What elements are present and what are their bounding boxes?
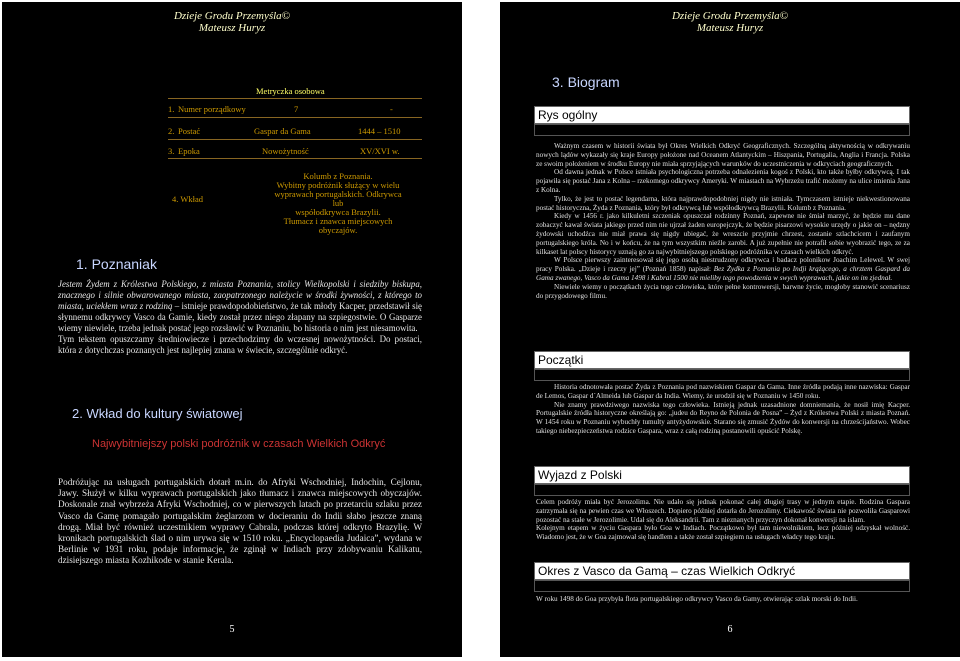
paragraph-text: W Polsce pierwszy zainteresował się jego osobą niestrudzony odkrywca i badacz polonikow Joachim Lelewel. W swej pracy Polska. „Dzieje i rzeczy jej” (Poznań 1858) napisał: — [536, 256, 910, 274]
section-box-departure: Wyjazd z Polski — [534, 466, 910, 484]
row-value: Gaspar da Gama — [254, 126, 311, 136]
paragraph: Nie znamy prawdziwego nazwiska tego człowieka. Istnieją jednak uzasadnione domniemania, że nosił imię Kacper. Portugalskie źródła historyczne określają go: „judeu do Reyno de Polonia de Posna” – Żyd z Królestwa Polski z miasta Poznań. W 1454 roku w Poznaniu wybuchły tumulty antyżydowskie. Starano się zmusić Żydów do konwersji na chrześcijaństwo. Wobec takiego niebezpieczeństwa rodzice Gaspara, wraz z całą rodziną postanowili opuścić Polskę. — [536, 400, 910, 435]
row-extra: XV/XVI w. — [360, 146, 400, 156]
paragraph: Kolejnym etapem w życiu Gaspara było Goa w Indiach. Początkowo był tam niewolnikiem, lecz później odzyskał wolność. Wiadomo jest, że w Goa zajmował się handlem a także został szpiegiem na usługach władcy tego kraju. — [536, 524, 910, 542]
intro-text-2: Tym tekstem opuszczamy średniowiecze i przechodzimy do wczesnej nowożytności. Do postaci, która z dotychczas poznanych jest najlepiej znana w świecie, szczególnie odkryć. — [58, 334, 422, 355]
header-title: Dzieje Grodu Przemyśla© — [671, 10, 789, 22]
lelewel-quote: Bez Żydka z Poznania po Indji krążącego, a chrztem Gaspard da Gama zwanego, Vasco da Gama 1498 i Kabral 1500 nie mieliby tego powodzenia w swych wyprawach, jakie on im zjednał. — [536, 265, 911, 282]
section-2-title: 2. Wkład do kultury światowej — [72, 406, 243, 421]
row-number: 1. — [168, 104, 175, 114]
page-header — [500, 10, 960, 34]
section-2-text: Podróżując na usługach portugalskich dotarł m.in. do Afryki Wschodniej, Indochin, Cejlonu, Jawy. Służył w kilku wyprawach portugalskich jako tłumacz i znawca miejscowych obyczajów. Doskonale znał wybrzeża Afryki Wschodniej, co w pierwszych latach po przetarciu szlaku przez Vasco da Gamę pomagało portugalskim żeglarzom w docieraniu do Indii słabo jeszcze znaną drogą. Miał być również uczestnikiem wyprawy Cabrala, podczas której odkryto Brazylię. W kronikach portugalskich ślad o nim urywa się w 1510 roku. „Encyclopaedia Judaica”, wydana w Berlinie w 1931 roku, podaje informacje, że zginął w Indiach przy zdobywaniu Kalikatu, dzisiejszego miasta Kozhikode w stanie Kerala. — [58, 477, 422, 566]
paragraph: Od dawna jednak w Polsce istniała psychologiczna potrzeba odnalezienia kogoś z Polski, kto także byłby odkrywcą. I tak pojawiła się postać Jana z Kolna – rzekomego odkrywcy Ameryki. W miastach na Wybrzeżu trafić możemy na ulice imienia Jana z Kolna. — [536, 168, 910, 194]
row-label: Postać — [178, 126, 201, 136]
page-header — [2, 10, 462, 34]
contribution-line: Wybitny podróżnik służący w wielu — [276, 180, 400, 190]
table-title: Metryczka osobowa — [256, 86, 325, 96]
row-extra: 1444 – 1510 — [358, 126, 401, 136]
section-box-empty — [534, 124, 910, 136]
overview-text — [536, 142, 910, 300]
row-label: Epoka — [178, 146, 200, 156]
header-author: Mateusz Huryz — [696, 22, 764, 34]
section-box-vasco: Okres z Vasco da Gamą – czas Wielkich Odkryć — [534, 562, 910, 580]
section-box-overview: Rys ogólny — [534, 106, 910, 124]
contribution-line: wyprawach portugalskich. Odkrywca lub — [274, 189, 402, 208]
divider — [168, 98, 422, 99]
section-2-subtitle: Najwybitniejszy polski podróżnik w czasach Wielkich Odkryć — [92, 438, 386, 450]
table-row-4-label — [172, 194, 203, 204]
row-number: 3. — [168, 146, 175, 156]
contribution-line: współodkrywca Brazylii. — [295, 207, 381, 217]
header-author: Mateusz Huryz — [198, 22, 266, 34]
paragraph: Celem podróży miała być Jerozolima. Nie udało się jednak pokonać całej długiej trasy w jednym etapie. Rodzina Gaspara zatrzymała się na pewien czas we Włoszech. Dopiero później dotarła do Jerozolimy. Ciekawość świata nie pozwoliła Gasparowi pozostać na stałe w Jerozolimie. Udał się do Aleksandrii. Tam z nieznanych przyczyn dokonał konwersji na islam. — [536, 498, 910, 524]
divider — [168, 139, 422, 140]
intro-quote: Jestem Żydem z Królestwa Polskiego, z miasta Poznania, stolicy Wielkopolski i siedziby biskupa, znacznego i silnie obwarowanego miasta, zaopatrzonego należycie w środki żywności, z którego to miasta, uciekłem wraz z rodziną — [58, 279, 422, 311]
paragraph: W roku 1498 do Goa przybyła flota portugalskiego odkrywcy Vasco da Gamy, otwierając szlak morski do Indii. — [536, 595, 858, 603]
divider — [168, 158, 422, 159]
right-page — [500, 2, 960, 657]
chapter-title: 3. Biogram — [552, 74, 620, 90]
beginnings-text — [536, 383, 910, 436]
paragraph: Tylko, że jest to postać legendarna, która najprawdopodobniej nigdy nie istniała. Tymczasem istnieje niekwestionowana postać historyczna, Żyda z Poznania, który był odkrywcą lub współodkrywcą Brazylii. Kolumb z Poznania. — [536, 194, 910, 212]
row-label: Wkład — [180, 194, 204, 204]
row-extra: - — [390, 104, 393, 114]
section-box-empty — [534, 580, 910, 592]
row-value: Nowożytność — [262, 146, 309, 156]
page-number: 5 — [229, 624, 235, 635]
row-number: 2. — [168, 126, 175, 136]
paragraph: Niewiele wiemy o początkach życia tego człowieka, które pełne kontrowersji, barwne życie, mogłoby stanowić scenariusz do przygodowego filmu. — [536, 282, 910, 300]
left-page — [2, 2, 462, 657]
paragraph: Historia odnotowała postać Żyda z Poznania pod nazwiskiem Gaspar da Gama. Inne źródła podają inne nazwiska: Gaspar de Lemos, Gaspar d´Almeida lub Gaspar da India. Wiemy, że urodził się w Poznaniu w 1450 roku. — [536, 383, 910, 400]
paragraph: Kiedy w 1456 r. jako kilkuletni szczeniak opuszczał rodzinny Poznań, zapewne nie śmiał marzyć, że będzie mu dane zobaczyć kawał świata jakiego przed nim nie ujrzał żaden europejczyk, że będzie pisarzowi wysokie urzędy o jakie on – nędzny żydowski uchodźca nie miał prawa się nigdy ubiegać, że wreszcie przyjmie chrzest, zostanie szlachcicem i zaufanym portugalskiego króla. No i w końcu, że na tym wszystkim nieźle zarobi. A już zupełnie nie potrafił sobie wyobrazić tego, ze za kilkaset lat polscy historycy uznają go za najwybitniejszego polskiego podróżnika w czasach wielkich odkryć. — [536, 212, 910, 256]
paragraph: Ważnym czasem w historii świata był Okres Wielkich Odkryć Geograficznych. Szczególną aktywnością w odkrywaniu nowych lądów wykazały się kraje Europy położone nad Oceanem Atlantyckim – Hiszpania, Portugalia, Anglia i Francja. Polska ze swoim położeniem w środku Europy nie miała sprzyjających warunków do uczestniczenia w odkryciach geograficznych. — [536, 142, 910, 168]
page-number: 6 — [727, 624, 733, 635]
divider — [168, 117, 422, 118]
section-box-beginnings: Początki — [534, 351, 910, 369]
contribution-line: Tłumacz i znawca miejscowych obyczajów. — [283, 216, 393, 235]
section-box-empty — [534, 484, 910, 496]
vasco-text — [536, 595, 910, 604]
row-number: 4. — [172, 194, 179, 204]
contribution-cell — [268, 172, 408, 235]
section-1-text — [58, 279, 422, 356]
header-title: Dzieje Grodu Przemyśla© — [173, 10, 291, 22]
intro-text: – istnieje prawdopodobieństwo, że tak młody Kacper, przedstawił się słynnemu odkrywcy Vasco da Gamie, kiedy został przez niego złapany na szpiegostwie. O Gasparze wiemy niewiele, trzeba jednak postać jego rozsławić w Poznaniu, bo historia o nim jest niesamowita. — [58, 301, 422, 333]
paragraph — [536, 256, 910, 282]
contribution-line: Kolumb z Poznania. — [303, 171, 373, 181]
section-1-title: 1. Poznaniak — [76, 256, 157, 272]
section-box-empty — [534, 369, 910, 381]
row-value: 7 — [294, 104, 299, 114]
row-label: Numer porządkowy — [178, 104, 246, 114]
departure-text — [536, 498, 910, 542]
